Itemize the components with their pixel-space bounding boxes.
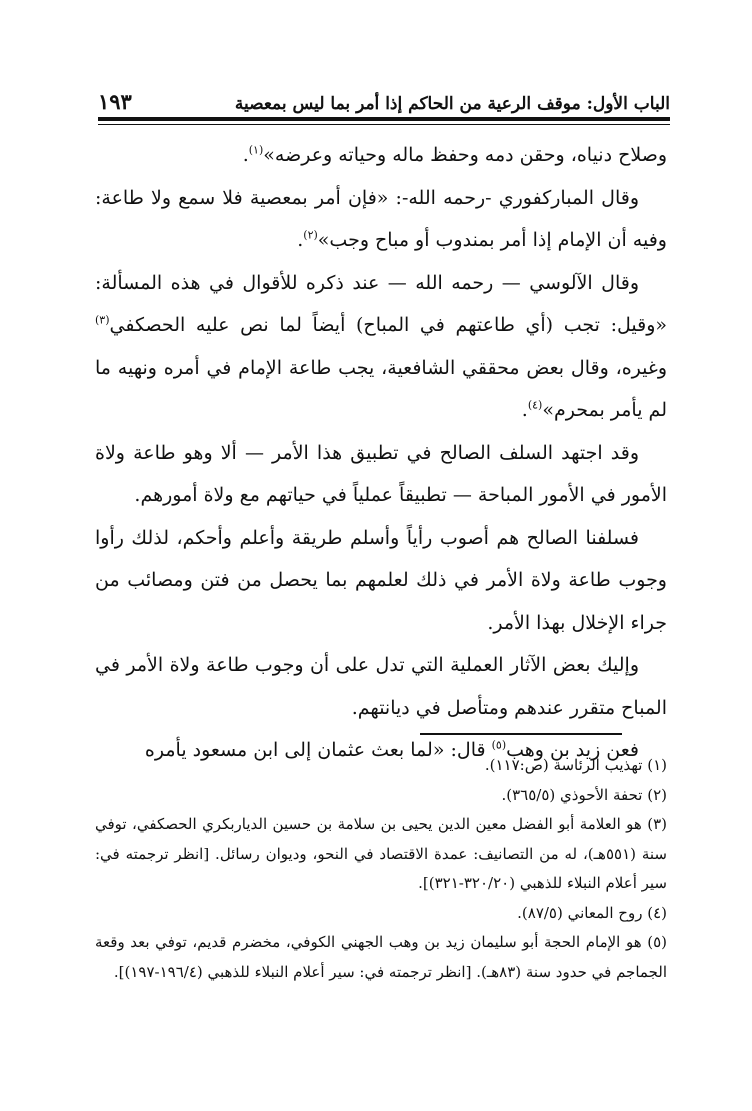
header-rule-thick	[98, 117, 670, 121]
running-header	[98, 86, 670, 114]
running-title: الباب الأول: موقف الرعية من الحاكم إذا أمر بما ليس بمعصية	[234, 94, 670, 114]
footnote: (٢) تحفة الأحوذي (٣٦٥/٥).	[501, 785, 667, 804]
footnote-ref[interactable]: (١)	[248, 143, 264, 157]
footnote-separator	[420, 733, 622, 735]
paragraph: وإليك بعض الآثار العملية التي تدل على أن وجوب طاعة ولاة الأمر في المباح متقرر عندهم ومتأصل في ديانتهم.	[95, 654, 667, 719]
footnote: (٤) روح المعاني (٨٧/٥).	[517, 903, 667, 922]
footnote-ref[interactable]: (٤)	[527, 398, 543, 412]
paragraph: فعن زيد بن وهب$^{(٥)}$ قال: «لما بعث عثمان إلى ابن مسعود يأمره	[144, 738, 639, 761]
paragraph: وصلاح دنياه، وحقن دمه وحفظ ماله وحياته وعرضه»$^{(١)}$.	[242, 143, 667, 166]
footnote-ref[interactable]: (٥)	[491, 738, 507, 752]
paragraph: فسلفنا الصالح هم أصوب رأياً وأسلم طريقة وأعلم وأحكم، لذلك رأوا وجوب طاعة ولاة الأمر في ذلك لعلمهم بما يحصل من فتن ومصائب من جراء الإخلال بهذا الأمر.	[95, 526, 667, 634]
footnote-ref[interactable]: (٣)	[95, 313, 110, 327]
paragraph: وقد اجتهد السلف الصالح في تطبيق هذا الأمر — ألا وهو طاعة ولاة الأمور في الأمور المباحة — تطبيقاً عملياً في حياتهم مع ولاة أمورهم.	[95, 441, 667, 506]
paragraph: وقال المباركفوري -رحمه الله-: «فإن أمر بمعصية فلا سمع ولا طاعة: وفيه أن الإمام إذا أمر بمندوب أو مباح وجب»$^{(٢)}$.	[95, 186, 667, 251]
page-number: ١٩٣	[98, 89, 132, 114]
footnote: (١) تهذيب الرئاسة (ص:١١٧).	[484, 756, 667, 774]
main-text	[95, 134, 667, 772]
paragraph: وقال الآلوسي — رحمه الله — عند ذكره للأقوال في هذه المسألة: «وقيل: تجب (أي طاعتهم في المباح) أيضاً لما نص عليه الحصكفي$^{(٣)}$ وغيره، وقال بعض محققي الشافعية، يجب طاعة الإمام في أمره ونهيه ما لم يأمر بمحرم»$^{(٤)}$.	[95, 271, 667, 421]
footnote: (٥) هو الإمام الحجة أبو سليمان زيد بن وهب الجهني الكوفي، مخضرم قديم، توفي بعد وقعة الجماجم في حدود سنة (٨٣هـ). [انظر ترجمته في: سير أعلام النبلاء للذهبي (١٩٦/٤-١٩٧)].	[95, 933, 667, 981]
footnote-ref[interactable]: (٢)	[303, 228, 318, 242]
footnote: (٣) هو العلامة أبو الفضل معين الدين يحيى بن سلامة بن حسين الدياربكري الحصكفي، توفي سنة (٥٥١هـ)، له من التصانيف: عمدة الاقتصاد في النحو، وديوان رسائل. [انظر ترجمته في: سير أعلام النبلاء للذهبي (٣٢٠/٢٠-٣٢١)].	[95, 815, 667, 892]
header-rule-thin	[98, 124, 670, 125]
footnotes	[95, 751, 667, 987]
